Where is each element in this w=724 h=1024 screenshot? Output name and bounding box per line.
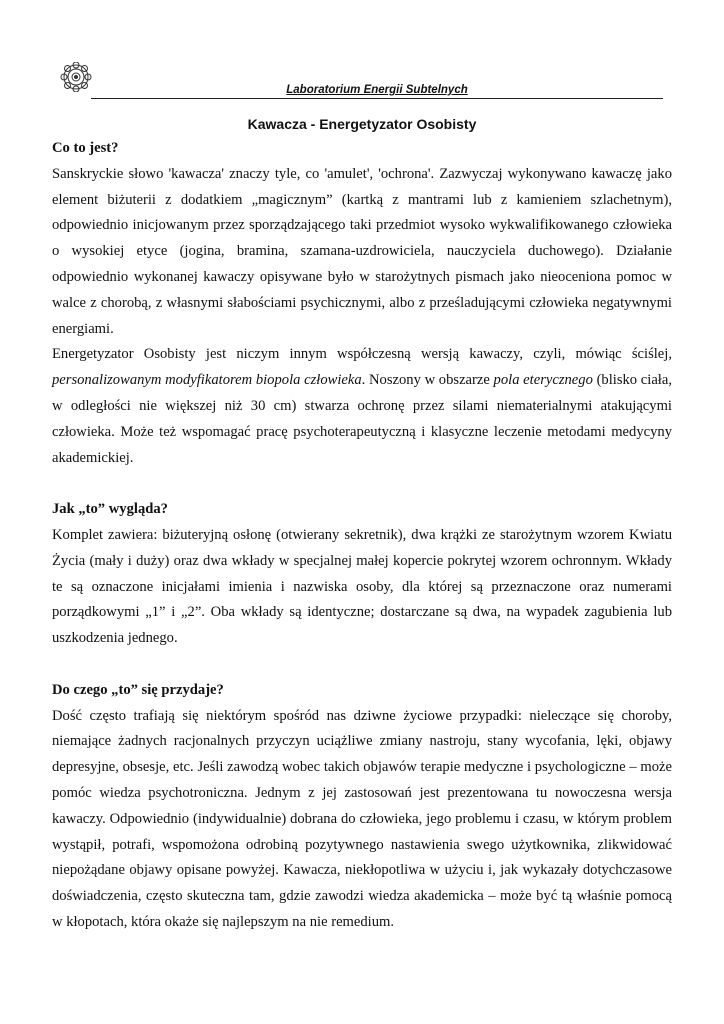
- mandala-icon: [58, 62, 94, 92]
- lab-header: Laboratorium Energii Subtelnych: [91, 84, 663, 99]
- emphasis-text: pola eterycznego: [493, 372, 593, 389]
- paragraph-text: . Noszony w obszarze: [361, 372, 494, 389]
- section-heading-what: Co to jest?: [52, 140, 119, 156]
- spacer: [52, 652, 672, 678]
- section-heading-looks: Jak „to” wygląda?: [52, 501, 168, 518]
- emphasis-text: personalizowanym modyfikatorem biopola człowieka: [52, 372, 362, 389]
- section-heading-use: Do czego „to” się przydaje?: [52, 681, 224, 698]
- paragraph-what-1: Sanskryckie słowo 'kawacza' znaczy tyle, co 'amulet', 'ochrona'. Zazwyczaj wykonywano kawaczę jako element biżuterii z dodatkiem „magicznym” (kartką z mantrami lub z kamieniem szlachetnym), odpowiednio inicjowanym przez sporządzającego taki przedmiot wysoko wykwalifikowanego człowieka o wysokiej etyce (jogina, bramina, szamana-uzdrowiciela, nauczyciela duchowego). Działanie odpowiednio wykonanej kawaczy opisywane było w starożytnych pismach jako nieoceniona pomoc w walce z chorobą, z własnymi słabościami psychicznymi, albo z prześladującymi człowieka negatywnymi energiami.: [52, 165, 672, 337]
- paragraph-use: Dość często trafiają się niektórym spośród nas dziwne życiowe przypadki: nieleczące się choroby, niemające żadnych racjonalnych przyczyn uciążliwe zmiany nastroju, stany wycofania, lęki, objawy depresyjne, obsesje, etc. Jeśli zawodzą wobec takich objawów terapie medyczne i psychologiczne – może pomóc wiedza psychotroniczna. Jednym z jej zastosowań jest prezentowana tu nowoczesna wersja kawaczy. Odpowiednio (indywidualnie) dobrana do człowieka, jego problemu i czasu, w którym problem wystąpił, potrafi, wspomożona odrobiną pozytywnego nastawienia swego użytkownika, zlikwidować niepożądane objawy opisane powyżej. Kawacza, niekłopotliwa w użyciu i, jak wykazały dotychczasowe doświadczenia, często skuteczna tam, gdzie zawodzi wiedza akademicka – może być tą właśnie pomocą w kłopotach, która okaże się najlepszym na nie remedium.: [52, 707, 672, 930]
- paragraph-text: Energetyzator Osobisty jest niczym innym współczesną wersją kawaczy, czyli, mówiąc ściślej,: [52, 346, 672, 363]
- page-title: Kawacza - Energetyzator Osobisty: [247, 116, 477, 132]
- paragraph-text: (blisko ciała, w odległości nie większej niż 30 cm) stwarza ochronę przez silami niematerialnymi atakującymi człowieka. Może też wspomagać pracę psychoterapeutyczną i klasyczne leczenie metodami medycyny akademickiej.: [52, 372, 672, 466]
- spacer: [52, 471, 672, 497]
- document-body: [52, 136, 672, 936]
- paragraph-what-2: [52, 342, 672, 471]
- paragraph-looks: Komplet zawiera: biżuteryjną osłonę (otwierany sekretnik), dwa krążki ze starożytnym wzorem Kwiatu Życia (mały i duży) oraz dwa wkłady w specjalnej małej kopercie pokrytej wzorem ochronnym. Wkłady te są oznaczone inicjałami imienia i nazwiska osoby, dla której są przeznaczone oraz numerami porządkowymi „1” i „2”. Oba wkłady są identyczne; dostarczane są dwa, na wypadek zagubienia lub uszkodzenia jednego.: [52, 526, 672, 647]
